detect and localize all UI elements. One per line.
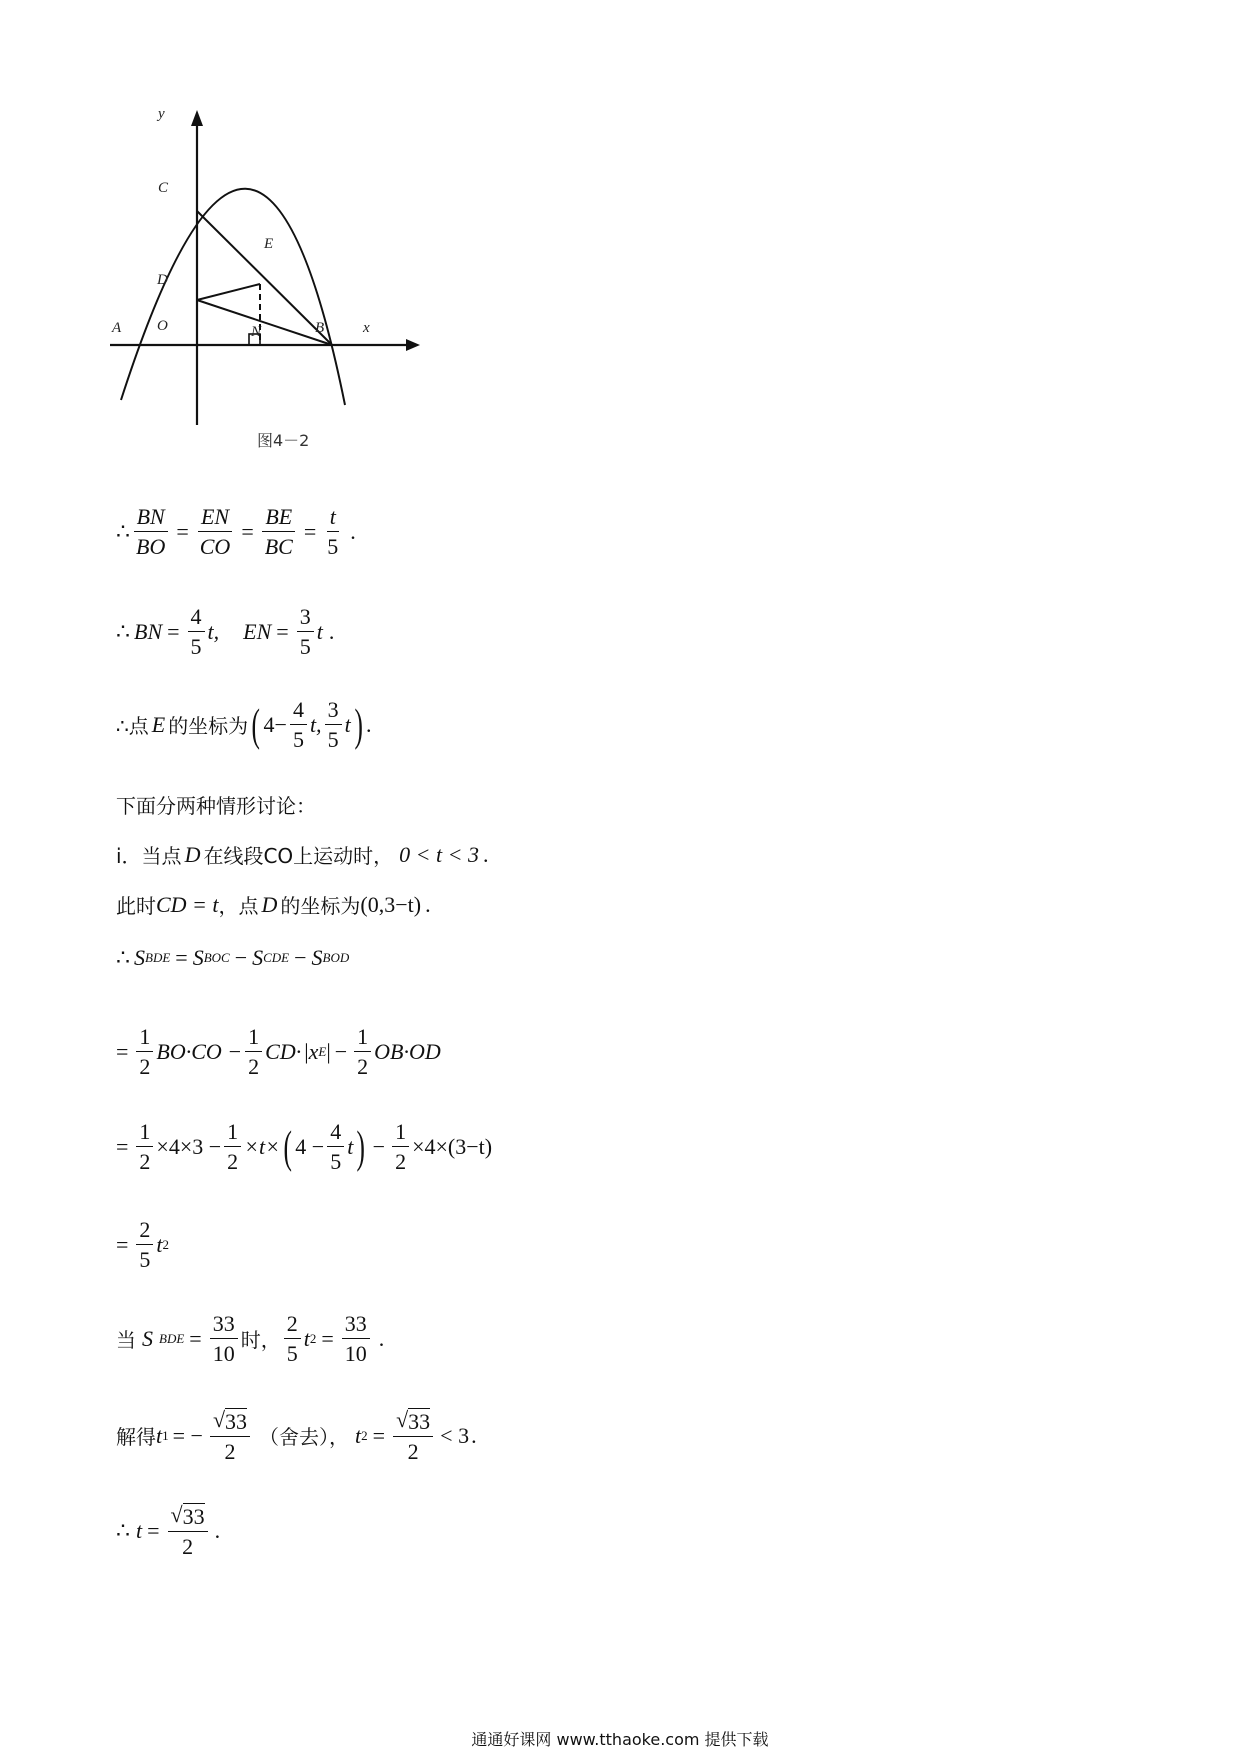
label-a: A	[112, 320, 122, 336]
line-final: ∴ t = √ 33 2 .	[116, 1502, 221, 1560]
line-bn-en: ∴ BN = $\frac{4}{5}$ t, EN = $\frac{3}{5}$ t .	[116, 604, 335, 660]
y-axis-arrow	[191, 110, 203, 126]
line-ratio: ∴ $\frac{BN}{BO}$ = $\frac{EN}{CO}$ = $\frac{BE}{BC}$ = $\frac{t}{5}$ .	[116, 504, 356, 560]
fraction: $\frac{33}{10}$	[342, 1312, 370, 1365]
fraction: $\frac{2}{5}$	[136, 1218, 153, 1271]
line-step2: = $\frac{1}{2}$ ×4×3 − $\frac{1}{2}$ ×t× ( 4 − $\frac{4}{5}$ t ) − $\frac{1}{2}$ ×4×(3−t)	[116, 1119, 493, 1175]
line-coord-e: ∴点 E 的坐标为 ( 4− $\frac{4}{5}$ t, $\frac{3}{5}$ t ) .	[116, 697, 372, 753]
fraction: $\frac{2}{5}$	[284, 1312, 301, 1365]
fraction: √ 33 2	[393, 1408, 433, 1463]
line-step3: = $\frac{2}{5}$ t 2	[116, 1217, 170, 1273]
label-y: y	[158, 106, 165, 122]
fraction: $\frac{1}{2}$	[136, 1120, 153, 1173]
fraction: $\frac{3}{5}$	[297, 605, 314, 658]
fraction: √ 33 2	[210, 1408, 250, 1463]
line-solve: 解得 t 1 = − √ 33 2 （舍去）， t 2 = √ 33 2 < 3 .	[116, 1407, 477, 1465]
label-o: O	[157, 318, 168, 334]
parabola-curve	[121, 189, 345, 405]
line-area-def: ∴ S BDE = S BOC − S CDE − S BOD	[116, 945, 350, 970]
fraction: $\frac{BN}{BO}$	[133, 505, 168, 558]
line-cd: 此时 CD = t ，点 D 的坐标为 (0,3−t) .	[116, 891, 431, 918]
segment-db	[197, 300, 332, 345]
segment-de	[197, 284, 260, 300]
fraction: $\frac{1}{2}$	[392, 1120, 409, 1173]
fraction: $\frac{EN}{CO}$	[199, 504, 231, 560]
fraction: $\frac{33}{10}$	[210, 1312, 238, 1365]
fraction: √ 33 2	[168, 1503, 208, 1558]
figure-caption: 图4－2	[257, 431, 310, 450]
fraction: $\frac{4}{5}$	[290, 698, 307, 751]
fraction: $\frac{1}{2}$	[224, 1120, 241, 1173]
line-step1: = $\frac{1}{2}$ BO·CO − $\frac{1}{2}$ CD· | x E | − $\frac{1}{2}$ OB·OD	[116, 1024, 441, 1080]
fraction: $\frac{t}{5}$	[327, 504, 339, 560]
label-x: x	[363, 320, 370, 336]
line-case-i: i．当点 D 在线段CO上运动时， 0 < t < 3 .	[116, 841, 489, 868]
fraction: $\frac{1}{2}$	[136, 1025, 153, 1078]
label-b: B	[315, 320, 325, 336]
fraction: $\frac{4}{5}$	[188, 605, 205, 658]
fraction: $\frac{4}{5}$	[327, 1120, 344, 1173]
page-footer: 通通好课网 www.tthaoke.com 提供下载	[471, 1730, 769, 1749]
line-when: 当 S BDE = $\frac{33}{10}$ 时， $\frac{2}{5}$ t 2 = $\frac{33}{10}$ .	[116, 1311, 385, 1367]
parabola-figure	[110, 100, 430, 430]
line-discuss: 下面分两种情形讨论：	[116, 794, 316, 818]
fraction: $\frac{BE}{BC}$	[262, 505, 296, 558]
label-c: C	[158, 180, 169, 196]
label-d: D	[157, 272, 168, 288]
label-n: N	[251, 324, 262, 340]
fraction: $\frac{1}{2}$	[354, 1025, 371, 1078]
label-e: E	[264, 236, 274, 252]
x-axis-arrow	[406, 339, 420, 351]
fraction: $\frac{3}{5}$	[325, 698, 342, 751]
fraction: $\frac{1}{2}$	[245, 1025, 262, 1078]
